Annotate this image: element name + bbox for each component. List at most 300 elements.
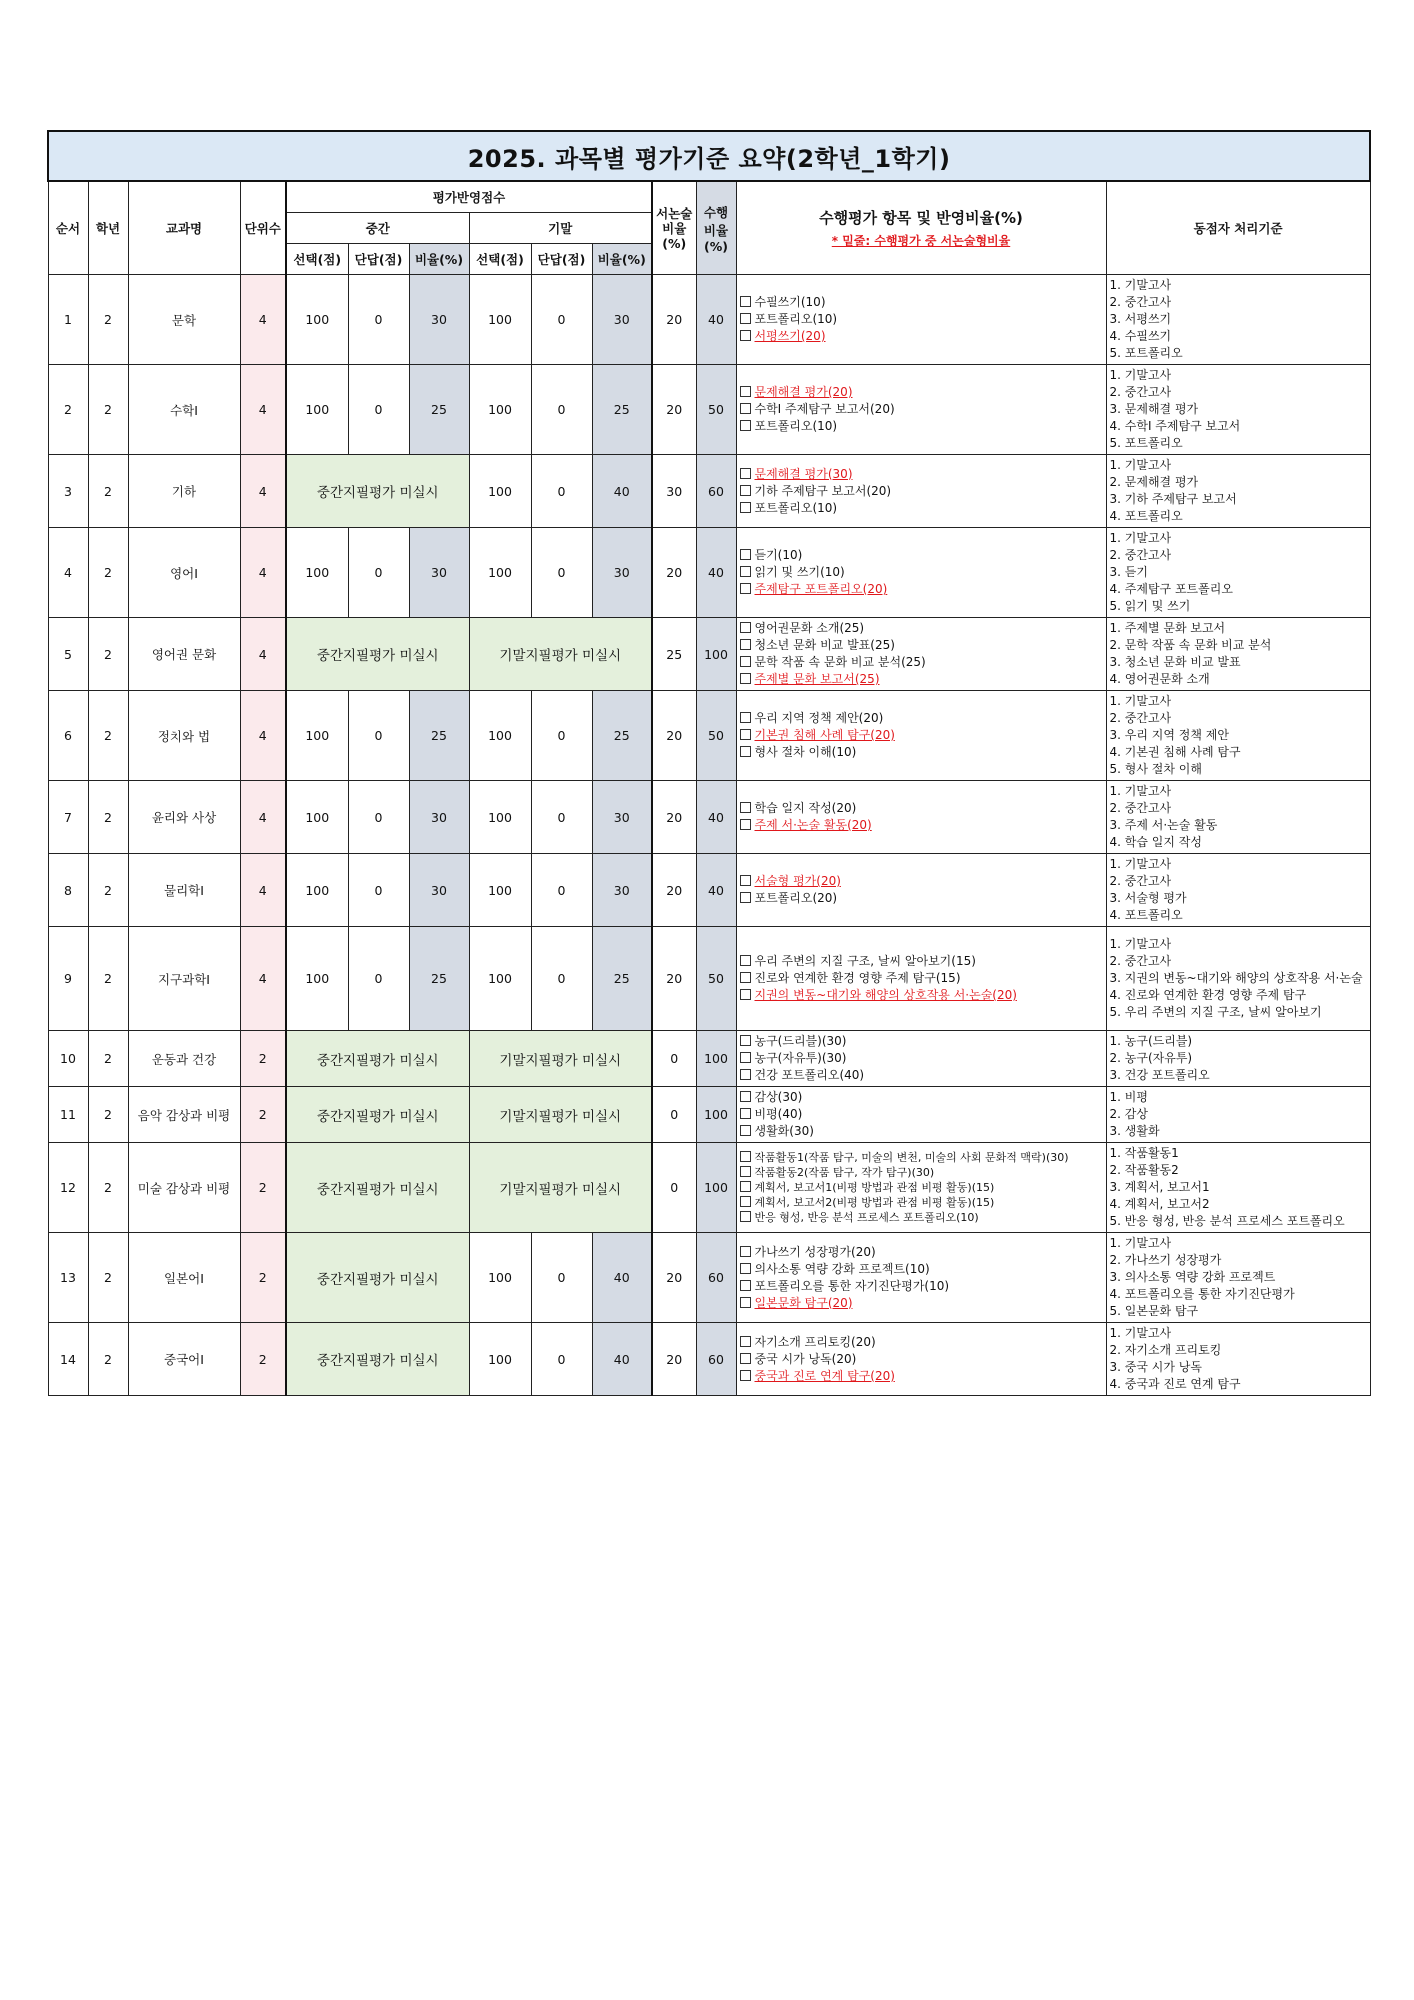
essay-ratio: 20 (652, 781, 696, 854)
header-grade: 학년 (88, 181, 128, 275)
header-subject: 교과명 (128, 181, 240, 275)
header-essay-ratio: 서논술 비율 (%) (652, 181, 696, 275)
perf-item-text: 자기소개 프리토킹(20) (754, 1334, 876, 1349)
perf-item (740, 500, 1103, 517)
tie-breaker-list (1106, 618, 1370, 691)
perf-item (740, 1195, 1103, 1210)
tie-item: 4. 계획서, 보고서2 (1109, 1197, 1210, 1211)
perf-items-list (736, 1233, 1106, 1323)
checkbox-icon (740, 1297, 751, 1308)
checkbox-icon (740, 549, 751, 560)
tie-item: 1. 기말고사 (1109, 857, 1172, 871)
mid-ratio: 25 (409, 365, 469, 455)
tie-item: 4. 포트폴리오 (1109, 908, 1183, 922)
perf-item-text: 작품활동2(작품 탐구, 작가 탐구)(30) (754, 1166, 935, 1179)
checkbox-icon (740, 875, 751, 886)
perf-item (740, 1123, 1103, 1140)
checkbox-icon (740, 468, 751, 479)
tie-item: 1. 기말고사 (1109, 1326, 1172, 1340)
row-seq: 10 (48, 1031, 88, 1087)
perf-item-text: 주제탐구 포트폴리오(20) (754, 582, 888, 596)
perf-item (740, 1278, 1103, 1295)
row-seq: 2 (48, 365, 88, 455)
tie-item: 4. 포트폴리오 (1109, 509, 1183, 523)
perf-item-text: 문학 작품 속 문화 비교 분석(25) (754, 655, 926, 669)
tie-item: 1. 기말고사 (1109, 278, 1172, 292)
mid-sel: 100 (286, 528, 348, 618)
header-reflect-score: 평가반영점수 (286, 181, 652, 213)
row-grade: 2 (88, 927, 128, 1031)
perf-item (740, 581, 1103, 598)
mid-short: 0 (348, 781, 409, 854)
header-perf-ratio: 수행 비율 (%) (696, 181, 736, 275)
mid-sel: 100 (286, 927, 348, 1031)
mid-ratio: 30 (409, 781, 469, 854)
essay-ratio: 0 (652, 1031, 696, 1087)
perf-item-text: 포트폴리오(10) (754, 312, 838, 326)
perf-ratio: 100 (696, 1143, 736, 1233)
checkbox-icon (740, 656, 751, 667)
checkbox-icon (740, 485, 751, 496)
final-sel: 100 (469, 781, 531, 854)
perf-items-list (736, 1323, 1106, 1396)
perf-item-text: 중국과 진로 연계 탐구(20) (754, 1368, 895, 1383)
header-final: 기말 (469, 213, 652, 244)
final-sel: 100 (469, 1233, 531, 1323)
row-units: 2 (240, 1143, 286, 1233)
perf-item-text: 서평쓰기(20) (754, 329, 826, 343)
perf-item-text: 반응 형성, 반응 분석 프로세스 포트폴리오(10) (754, 1211, 979, 1224)
row-seq: 4 (48, 528, 88, 618)
header-mid-ratio: 비율(%) (409, 244, 469, 275)
perf-item-text: 가나쓰기 성장평가(20) (754, 1244, 876, 1259)
perf-item-text: 주제 서·논술 활동(20) (754, 818, 872, 832)
perf-item-text: 포트폴리오를 통한 자기진단평가(10) (754, 1278, 950, 1293)
perf-items-list (736, 1087, 1106, 1143)
checkbox-icon (740, 403, 751, 414)
tie-item: 4. 포트폴리오를 통한 자기진단평가 (1109, 1287, 1295, 1301)
perf-item (740, 1165, 1103, 1180)
row-units: 4 (240, 927, 286, 1031)
final-short: 0 (531, 275, 592, 365)
row-grade: 2 (88, 1143, 128, 1233)
perf-item (740, 483, 1103, 500)
mid-short: 0 (348, 365, 409, 455)
row-grade: 2 (88, 618, 128, 691)
header-tie-breaker: 동점자 처리기준 (1106, 181, 1370, 275)
table-row (48, 1233, 1370, 1323)
evaluation-summary-sheet (47, 130, 1369, 1396)
perf-item-text: 우리 주변의 지질 구조, 날씨 알아보기(15) (754, 954, 976, 968)
final-ratio: 25 (592, 365, 652, 455)
final-ratio: 30 (592, 781, 652, 854)
row-seq: 3 (48, 455, 88, 528)
tie-item: 2. 중간고사 (1109, 801, 1172, 815)
perf-item-text: 지권의 변동~대기와 해양의 상호작용 서·논술(20) (754, 988, 1017, 1002)
header-mid-sel: 선택(점) (286, 244, 348, 275)
row-units: 2 (240, 1031, 286, 1087)
row-seq: 5 (48, 618, 88, 691)
row-units: 4 (240, 455, 286, 528)
checkbox-icon (740, 1181, 751, 1192)
evaluation-table (47, 130, 1371, 1396)
perf-item-text: 계획서, 보고서1(비평 방법과 관점 비평 활동)(15) (754, 1181, 995, 1194)
final-short: 0 (531, 365, 592, 455)
perf-item-text: 읽기 및 쓰기(10) (754, 565, 845, 579)
tie-item: 1. 기말고사 (1109, 458, 1172, 472)
essay-ratio: 0 (652, 1087, 696, 1143)
mid-sel: 100 (286, 275, 348, 365)
tie-item: 3. 듣기 (1109, 565, 1148, 579)
perf-item (740, 1150, 1103, 1165)
table-row (48, 275, 1370, 365)
row-grade: 2 (88, 275, 128, 365)
tie-breaker-list (1106, 691, 1370, 781)
perf-item (740, 1180, 1103, 1195)
tie-item: 2. 중간고사 (1109, 295, 1172, 309)
checkbox-icon (740, 330, 751, 341)
tie-breaker-list (1106, 1233, 1370, 1323)
perf-ratio: 60 (696, 1323, 736, 1396)
tie-item: 2. 자기소개 프리토킹 (1109, 1343, 1222, 1357)
tie-item: 3. 생활화 (1109, 1124, 1160, 1138)
tie-item: 2. 문학 작품 속 문화 비교 분석 (1109, 638, 1272, 652)
row-subject: 기하 (128, 455, 240, 528)
perf-item-text: 문제해결 평가(20) (754, 385, 853, 399)
header-final-short: 단답(점) (531, 244, 592, 275)
header-final-ratio: 비율(%) (592, 244, 652, 275)
checkbox-icon (740, 673, 751, 684)
checkbox-icon (740, 502, 751, 513)
row-grade: 2 (88, 455, 128, 528)
tie-item: 3. 의사소통 역량 강화 프로젝트 (1109, 1270, 1276, 1284)
perf-item (740, 328, 1103, 345)
table-row (48, 1031, 1370, 1087)
row-units: 4 (240, 854, 286, 927)
perf-items-list (736, 455, 1106, 528)
perf-item (740, 953, 1103, 970)
perf-item-text: 감상(30) (754, 1090, 803, 1104)
mid-short: 0 (348, 275, 409, 365)
tie-item: 1. 기말고사 (1109, 368, 1172, 382)
perf-item-text: 포트폴리오(10) (754, 500, 838, 515)
tie-item: 4. 수학Ⅰ 주제탐구 보고서 (1109, 419, 1241, 433)
checkbox-icon (740, 1353, 751, 1364)
tie-item: 2. 작품활동2 (1109, 1163, 1179, 1177)
final-no-exam: 기말지필평가 미실시 (469, 1143, 652, 1233)
row-subject: 중국어Ⅰ (128, 1323, 240, 1396)
table-row (48, 528, 1370, 618)
perf-item (740, 1210, 1103, 1225)
table-row (48, 781, 1370, 854)
perf-item-text: 듣기(10) (754, 548, 803, 562)
tie-item: 1. 주제별 문화 보고서 (1109, 621, 1226, 635)
row-grade: 2 (88, 1233, 128, 1323)
tie-item: 2. 가나쓰기 성장평가 (1109, 1253, 1222, 1267)
tie-item: 1. 기말고사 (1109, 784, 1172, 798)
tie-breaker-list (1106, 528, 1370, 618)
tie-item: 3. 서평쓰기 (1109, 312, 1172, 326)
mid-no-exam: 중간지필평가 미실시 (286, 1143, 469, 1233)
perf-items-list (736, 854, 1106, 927)
checkbox-icon (740, 1336, 751, 1347)
perf-items-list (736, 927, 1106, 1031)
essay-ratio: 20 (652, 1323, 696, 1396)
row-seq: 6 (48, 691, 88, 781)
final-ratio: 40 (592, 1323, 652, 1396)
tie-item: 5. 형사 절차 이해 (1109, 762, 1202, 776)
perf-ratio: 50 (696, 691, 736, 781)
perf-items-list (736, 781, 1106, 854)
essay-ratio: 20 (652, 691, 696, 781)
perf-item-text: 수학Ⅰ 주제탐구 보고서(20) (754, 402, 895, 416)
final-short: 0 (531, 528, 592, 618)
perf-item (740, 800, 1103, 817)
row-units: 4 (240, 275, 286, 365)
mid-no-exam: 중간지필평가 미실시 (286, 1031, 469, 1087)
perf-item-text: 영어권문화 소개(25) (754, 621, 865, 635)
checkbox-icon (740, 1196, 751, 1207)
perf-item (740, 384, 1103, 401)
row-grade: 2 (88, 854, 128, 927)
perf-ratio: 100 (696, 1031, 736, 1087)
tie-item: 2. 중간고사 (1109, 954, 1172, 968)
mid-no-exam: 중간지필평가 미실시 (286, 1087, 469, 1143)
mid-ratio: 25 (409, 927, 469, 1031)
row-subject: 문학 (128, 275, 240, 365)
checkbox-icon (740, 802, 751, 813)
row-grade: 2 (88, 365, 128, 455)
checkbox-icon (740, 1052, 751, 1063)
perf-item-text: 형사 절차 이해(10) (754, 745, 857, 759)
tie-item: 3. 서술형 평가 (1109, 891, 1187, 905)
tie-breaker-list (1106, 275, 1370, 365)
checkbox-icon (740, 1211, 751, 1222)
final-short: 0 (531, 1323, 592, 1396)
tie-item: 2. 중간고사 (1109, 874, 1172, 888)
tie-item: 1. 농구(드리블) (1109, 1034, 1193, 1048)
mid-no-exam: 중간지필평가 미실시 (286, 1233, 469, 1323)
tie-item: 4. 학습 일지 작성 (1109, 835, 1202, 849)
tie-item: 2. 감상 (1109, 1107, 1148, 1121)
tie-item: 2. 중간고사 (1109, 711, 1172, 725)
row-units: 2 (240, 1087, 286, 1143)
tie-item: 1. 기말고사 (1109, 1236, 1172, 1250)
table-row (48, 691, 1370, 781)
tie-item: 1. 작품활동1 (1109, 1146, 1179, 1160)
perf-item-text: 기본권 침해 사례 탐구(20) (754, 728, 895, 742)
perf-item (740, 1295, 1103, 1312)
tie-item: 5. 반응 형성, 반응 분석 프로세스 포트폴리오 (1109, 1214, 1345, 1228)
row-subject: 정치와 법 (128, 691, 240, 781)
tie-breaker-list (1106, 927, 1370, 1031)
perf-item (740, 418, 1103, 435)
row-seq: 9 (48, 927, 88, 1031)
tie-item: 3. 주제 서·논술 활동 (1109, 818, 1218, 832)
mid-ratio: 30 (409, 854, 469, 927)
checkbox-icon (740, 729, 751, 740)
perf-item (740, 547, 1103, 564)
perf-ratio: 40 (696, 854, 736, 927)
row-grade: 2 (88, 691, 128, 781)
row-units: 2 (240, 1233, 286, 1323)
mid-ratio: 30 (409, 528, 469, 618)
mid-ratio: 25 (409, 691, 469, 781)
row-subject: 운동과 건강 (128, 1031, 240, 1087)
tie-breaker-list (1106, 1143, 1370, 1233)
tie-item: 5. 포트폴리오 (1109, 346, 1183, 360)
row-seq: 12 (48, 1143, 88, 1233)
final-short: 0 (531, 781, 592, 854)
perf-item-text: 계획서, 보고서2(비평 방법과 관점 비평 활동)(15) (754, 1196, 995, 1209)
row-seq: 7 (48, 781, 88, 854)
tie-item: 3. 우리 지역 정책 제안 (1109, 728, 1229, 742)
perf-item (740, 817, 1103, 834)
perf-item (740, 890, 1103, 907)
header-seq: 순서 (48, 181, 88, 275)
tie-breaker-list (1106, 781, 1370, 854)
row-subject: 지구과학Ⅰ (128, 927, 240, 1031)
checkbox-icon (740, 892, 751, 903)
row-units: 4 (240, 781, 286, 854)
tie-item: 2. 중간고사 (1109, 548, 1172, 562)
mid-short: 0 (348, 528, 409, 618)
tie-item: 4. 기본권 침해 사례 탐구 (1109, 745, 1241, 759)
final-sel: 100 (469, 365, 531, 455)
tie-item: 5. 읽기 및 쓰기 (1109, 599, 1191, 613)
checkbox-icon (740, 1035, 751, 1046)
mid-short: 0 (348, 854, 409, 927)
tie-breaker-list (1106, 854, 1370, 927)
essay-ratio: 20 (652, 365, 696, 455)
perf-item-text: 수필쓰기(10) (754, 295, 826, 309)
table-row (48, 365, 1370, 455)
row-units: 2 (240, 1323, 286, 1396)
table-row (48, 927, 1370, 1031)
perf-item (740, 744, 1103, 761)
perf-item-text: 일본문화 탐구(20) (754, 1295, 853, 1310)
perf-ratio: 50 (696, 365, 736, 455)
row-units: 4 (240, 528, 286, 618)
tie-breaker-list (1106, 1323, 1370, 1396)
perf-item (740, 654, 1103, 671)
final-short: 0 (531, 455, 592, 528)
mid-no-exam: 중간지필평가 미실시 (286, 618, 469, 691)
perf-item (740, 1050, 1103, 1067)
header-units: 단위수 (240, 181, 286, 275)
checkbox-icon (740, 313, 751, 324)
row-seq: 8 (48, 854, 88, 927)
final-ratio: 25 (592, 927, 652, 1031)
row-seq: 1 (48, 275, 88, 365)
perf-item-text: 중국 시가 낭독(20) (754, 1351, 857, 1366)
perf-item (740, 987, 1103, 1004)
checkbox-icon (740, 1125, 751, 1136)
row-grade: 2 (88, 528, 128, 618)
table-row (48, 854, 1370, 927)
tie-item: 1. 기말고사 (1109, 694, 1172, 708)
header-mid-short: 단답(점) (348, 244, 409, 275)
mid-sel: 100 (286, 781, 348, 854)
perf-item (740, 1033, 1103, 1050)
checkbox-icon (740, 955, 751, 966)
tie-item: 2. 중간고사 (1109, 385, 1172, 399)
row-subject: 음악 감상과 비평 (128, 1087, 240, 1143)
checkbox-icon (740, 1108, 751, 1119)
perf-item (740, 710, 1103, 727)
perf-item-text: 문제해결 평가(30) (754, 466, 853, 481)
mid-sel: 100 (286, 365, 348, 455)
tie-item: 1. 비평 (1109, 1090, 1148, 1104)
perf-ratio: 40 (696, 781, 736, 854)
perf-ratio: 60 (696, 455, 736, 528)
perf-item (740, 1067, 1103, 1084)
mid-sel: 100 (286, 691, 348, 781)
essay-ratio: 25 (652, 618, 696, 691)
final-short: 0 (531, 927, 592, 1031)
final-sel: 100 (469, 854, 531, 927)
perf-ratio: 60 (696, 1233, 736, 1323)
essay-ratio: 20 (652, 854, 696, 927)
perf-item (740, 294, 1103, 311)
row-grade: 2 (88, 781, 128, 854)
tie-item: 5. 일본문화 탐구 (1109, 1304, 1199, 1318)
tie-item: 5. 포트폴리오 (1109, 436, 1183, 450)
checkbox-icon (740, 420, 751, 431)
row-units: 4 (240, 365, 286, 455)
perf-items-list (736, 528, 1106, 618)
perf-item (740, 1244, 1103, 1261)
tie-item: 3. 건강 포트폴리오 (1109, 1068, 1210, 1082)
essay-ratio: 20 (652, 927, 696, 1031)
perf-item-text: 농구(드리블)(30) (754, 1034, 847, 1048)
row-subject: 영어Ⅰ (128, 528, 240, 618)
tie-item: 3. 지권의 변동~대기와 해양의 상호작용 서·논술 (1109, 971, 1363, 985)
page-title: 2025. 과목별 평가기준 요약(2학년_1학기) (48, 131, 1370, 181)
final-no-exam: 기말지필평가 미실시 (469, 618, 652, 691)
checkbox-icon (740, 1263, 751, 1274)
final-ratio: 25 (592, 691, 652, 781)
tie-item: 1. 기말고사 (1109, 531, 1172, 545)
perf-item-text: 포트폴리오(10) (754, 419, 838, 433)
row-units: 4 (240, 691, 286, 781)
tie-item: 4. 주제탐구 포트폴리오 (1109, 582, 1233, 596)
final-ratio: 30 (592, 528, 652, 618)
perf-item-text: 건강 포트폴리오(40) (754, 1068, 865, 1082)
perf-item-text: 비평(40) (754, 1107, 803, 1121)
final-no-exam: 기말지필평가 미실시 (469, 1031, 652, 1087)
perf-item (740, 637, 1103, 654)
perf-item-text: 청소년 문화 비교 발표(25) (754, 638, 895, 652)
final-short: 0 (531, 1233, 592, 1323)
final-sel: 100 (469, 927, 531, 1031)
perf-items-list (736, 365, 1106, 455)
tie-item: 3. 청소년 문화 비교 발표 (1109, 655, 1241, 669)
checkbox-icon (740, 746, 751, 757)
tie-breaker-list (1106, 1031, 1370, 1087)
tie-item: 2. 농구(자유투) (1109, 1051, 1193, 1065)
perf-item (740, 564, 1103, 581)
row-subject: 윤리와 사상 (128, 781, 240, 854)
perf-item-text: 기하 주제탐구 보고서(20) (754, 483, 892, 498)
tie-breaker-list (1106, 1087, 1370, 1143)
perf-ratio: 100 (696, 618, 736, 691)
checkbox-icon (740, 1151, 751, 1162)
perf-items-list (736, 691, 1106, 781)
header-final-sel: 선택(점) (469, 244, 531, 275)
perf-item (740, 970, 1103, 987)
essay-ratio: 20 (652, 275, 696, 365)
